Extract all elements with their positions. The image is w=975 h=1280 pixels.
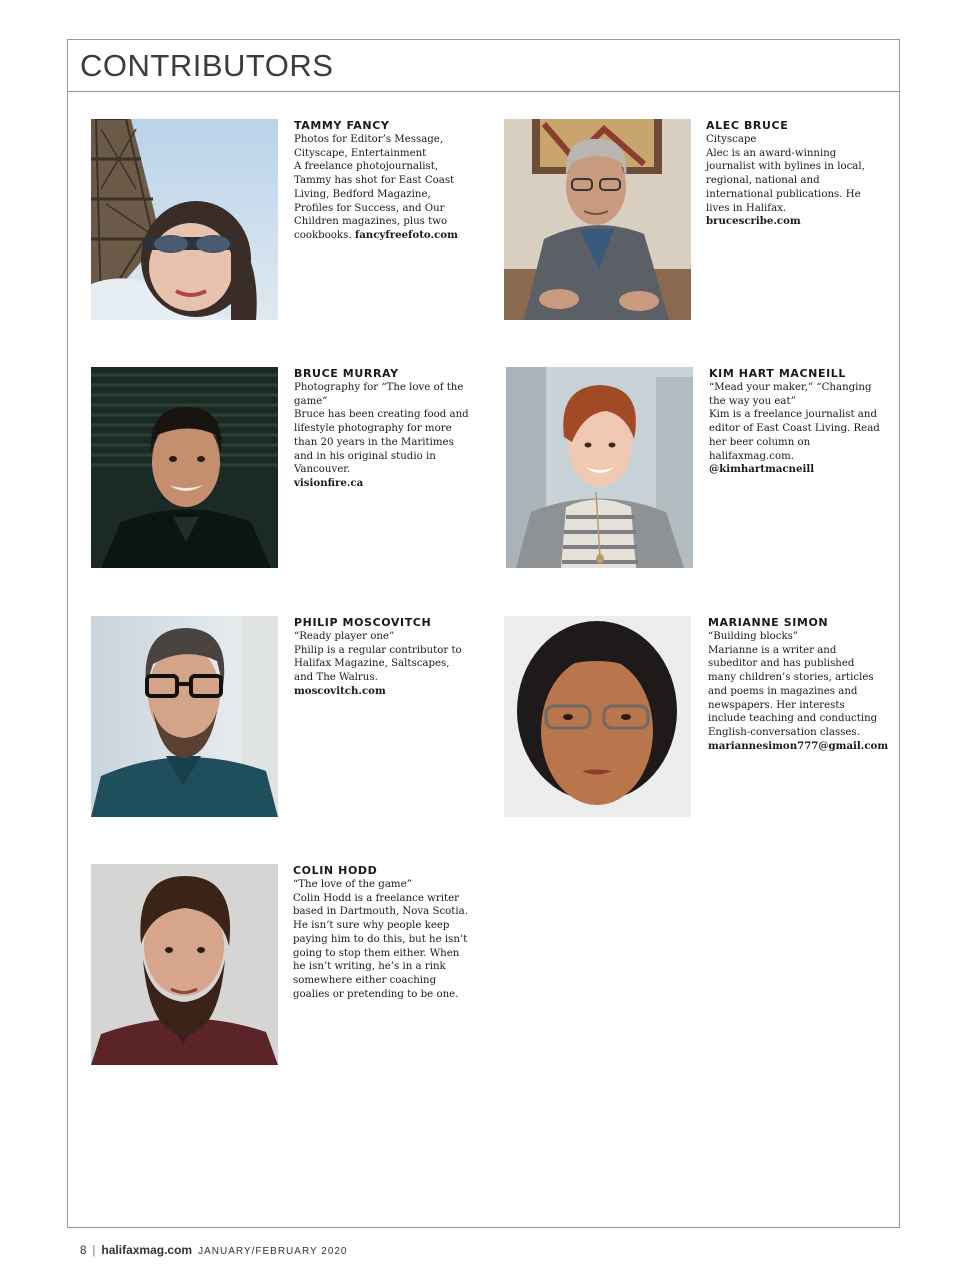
contributor-text: Colin Hodd is a freelance writer based in Dartmouth, Nova Scotia. He isn’t sure why people keep paying him to do this, but he isn’t going to stop them either. When he isn’t writing, he’s in a rink somewhere either coaching goalies or pretending to be one.	[293, 892, 468, 1000]
footer-issue-date: JANUARY/FEBRUARY 2020	[198, 1246, 348, 1257]
contributor-photo-bruce-murray	[91, 367, 278, 568]
contributor-text: Marianne is a writer and subeditor and has published many children’s stories, articles and poems in magazines and newspapers. Her interests include teaching and conducting English-conversation classes.	[708, 644, 878, 738]
contributor-role: Photography for “The love of the game”	[294, 382, 464, 407]
contributor-role: “Building blocks”	[708, 631, 799, 642]
contributor-text: Kim is a freelance journalist and editor of East Coast Living. Read her beer column on halifaxmag.com.	[709, 409, 880, 462]
contributor-bio-philip-moscovitch	[294, 616, 469, 699]
contributor-link[interactable]: fancyfreefoto.com	[354, 228, 458, 241]
contributor-role: “The love of the game”	[293, 879, 412, 890]
contributor-role: “Ready player one”	[294, 631, 395, 642]
contributor-photo-kim-hart-macneill	[506, 367, 693, 568]
contributor-role: Photos for Editor’s Message, Cityscape, Entertainment	[294, 134, 444, 159]
contributor-name: COLIN HODD	[293, 864, 378, 877]
contributor-bio-marianne-simon	[708, 616, 889, 753]
contributor-role: Cityscape	[706, 134, 757, 145]
contributor-photo-marianne-simon	[504, 616, 691, 817]
contributor-link[interactable]: @kimhartmacneill	[709, 463, 815, 476]
contributor-role: “Mead your maker,” “Changing the way you eat”	[709, 382, 872, 407]
contributor-photo-colin-hodd	[91, 864, 278, 1065]
contributor-bio-alec-bruce	[706, 119, 881, 229]
page-number: 8	[80, 1245, 87, 1257]
page-header	[67, 39, 900, 92]
contributor-bio-tammy-fancy	[294, 119, 469, 243]
contributor-name: ALEC BRUCE	[706, 119, 789, 132]
contributor-text: Bruce has been creating food and lifestyle photography for more than 20 years in the Maritimes and in his original studio in Vancouver.	[294, 409, 469, 476]
contributor-link[interactable]: visionfire.ca	[294, 476, 364, 489]
contributor-photo-alec-bruce	[504, 119, 691, 320]
footer-site-link[interactable]: halifaxmag.com	[101, 1243, 193, 1257]
contributor-bio-colin-hodd	[293, 864, 468, 1001]
contributor-name: PHILIP MOSCOVITCH	[294, 616, 432, 629]
contributor-photo-philip-moscovitch	[91, 616, 278, 817]
footer-separator: |	[92, 1245, 96, 1257]
contributor-name: BRUCE MURRAY	[294, 367, 399, 380]
contributor-text: A freelance photojournalist, Tammy has shot for East Coast Living, Bedford Magazine, Profiles for Success, and Our Children magazines, plus two cookbooks. fancyfreefoto.com	[294, 161, 458, 241]
contributor-link[interactable]: moscovitch.com	[294, 684, 386, 697]
contributor-link[interactable]: mariannesimon777@gmail.com	[708, 739, 889, 752]
contributor-name: TAMMY FANCY	[294, 119, 390, 132]
contributor-name: KIM HART MACNEILL	[709, 367, 846, 380]
contributor-bio-kim-hart-macneill	[709, 367, 884, 477]
contributor-bio-bruce-murray	[294, 367, 469, 491]
page-title: CONTRIBUTORS	[80, 48, 334, 83]
contributor-photo-tammy-fancy	[91, 119, 278, 320]
contributor-link[interactable]: brucescribe.com	[706, 215, 801, 228]
contributor-text: Alec is an award-winning journalist with bylines in local, regional, national and international publications. He lives in Halifax.	[706, 147, 865, 214]
page-footer	[80, 1243, 348, 1257]
contributor-name: MARIANNE SIMON	[708, 616, 829, 629]
contributor-text: Philip is a regular contributor to Halifax Magazine, Saltscapes, and The Walrus.	[294, 644, 462, 684]
